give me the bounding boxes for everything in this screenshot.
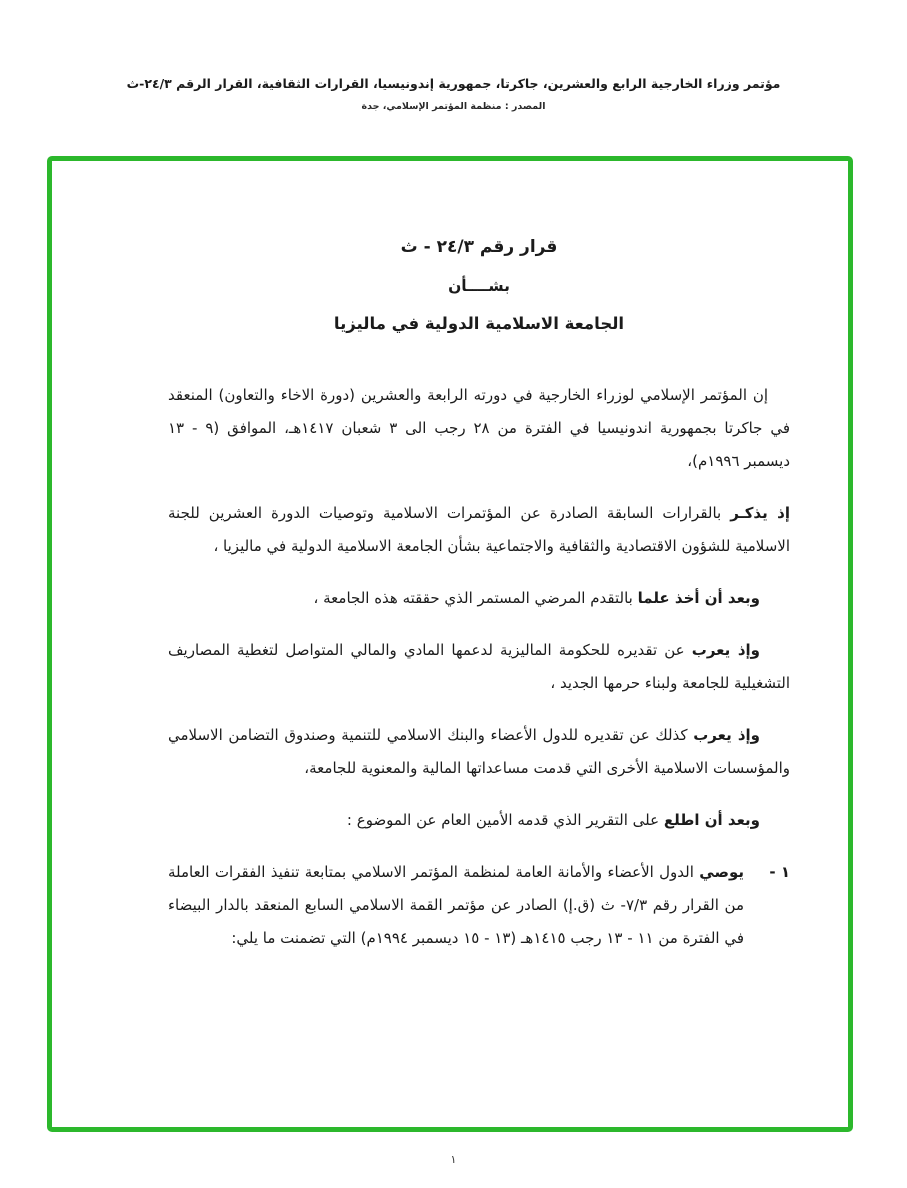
paragraph-lead: وبعد أن أخذ علما bbox=[637, 589, 760, 607]
paragraph-preamble bbox=[168, 379, 790, 478]
paragraph-taking-note bbox=[168, 582, 790, 615]
paragraph-lead: وبعد أن اطلع bbox=[663, 811, 760, 829]
paragraph-text: كذلك عن تقديره للدول الأعضاء والبنك الاسلامي للتنمية وصندوق التضامن الاسلامي والمؤسسات الاسلامية الأخرى التي قدمت مساعداتها المالية والمعنوية للجامعة، bbox=[168, 726, 790, 777]
paragraph-lead: إذ يذكـر bbox=[730, 504, 790, 522]
paragraph-lead: وإذ يعرب bbox=[691, 641, 760, 659]
paragraph-text: بالتقدم المرضي المستمر الذي حققته هذه الجامعة ، bbox=[313, 589, 633, 607]
paragraph-text: عن تقديره للحكومة الماليزية لدعمها المادي والمالي المتواصل لتغطية المصاريف التشغيلية للجامعة ولبناء حرمها الجديد ، bbox=[168, 641, 790, 692]
paragraph-text: إن المؤتمر الإسلامي لوزراء الخارجية في دورته الرابعة والعشرين (دورة الاخاء والتعاون) المنعقد في جاكرتا بجمهورية اندونيسيا في الفترة من ٢٨ رجب الى ٣ شعبان ١٤١٧هـ، الموافق (٩ - ١٣ ديسمبر ١٩٩٦م)، bbox=[168, 386, 791, 470]
document-body bbox=[52, 161, 848, 955]
header-source-line: المصدر : منظمة المؤتمر الإسلامي، جدة bbox=[361, 101, 546, 112]
paragraph-appreciation-malaysia bbox=[168, 634, 790, 700]
resolution-number-title: قرار رقم ٢٤/٣ - ث bbox=[400, 237, 558, 257]
header-reference-line: مؤتمر وزراء الخارجية الرابع والعشرين، جاكرتا، جمهورية إندونيسيا، القرارات الثقافية، القرار الرقم ٢٤/٣-ث bbox=[126, 76, 781, 91]
numbered-item-1 bbox=[168, 856, 790, 955]
document-header bbox=[0, 0, 907, 112]
paragraph-recalling bbox=[168, 497, 790, 563]
resolution-subject-label: بشــــأن bbox=[448, 277, 510, 295]
resolution-subject: الجامعة الاسلامية الدولية في ماليزيا bbox=[333, 314, 625, 333]
item-number: ١ - bbox=[769, 863, 790, 881]
page-number: ١ bbox=[450, 1153, 457, 1166]
paragraph-lead: وإذ يعرب bbox=[693, 726, 760, 744]
paragraph-report bbox=[168, 804, 790, 837]
green-scan-frame bbox=[47, 156, 853, 1132]
paragraph-appreciation-members bbox=[168, 719, 790, 785]
item-lead: يوصي bbox=[699, 863, 744, 881]
paragraph-text: بالقرارات السابقة الصادرة عن المؤتمرات الاسلامية وتوصيات الدورة العشرين للجنة الاسلامية للشؤون الاقتصادية والثقافية والاجتماعية بشأن الجامعة الاسلامية الدولية في ماليزيا ، bbox=[168, 504, 790, 555]
resolution-title-block bbox=[168, 237, 790, 333]
item-text: الدول الأعضاء والأمانة العامة لمنظمة المؤتمر الاسلامي بمتابعة تنفيذ الفقرات العاملة من القرار رقم ٧/٣- ث (ق.إ) الصادر عن مؤتمر القمة الاسلامي السابع المنعقد بالدار البيضاء في الفترة من ١١ - ١٣ رجب ١٤١٥هـ (١٣ - ١٥ ديسمبر ١٩٩٤م) التي تضمنت ما يلي: bbox=[168, 863, 744, 947]
paragraph-text: على التقرير الذي قدمه الأمين العام عن الموضوع : bbox=[346, 811, 660, 829]
item-text-block bbox=[168, 856, 744, 955]
